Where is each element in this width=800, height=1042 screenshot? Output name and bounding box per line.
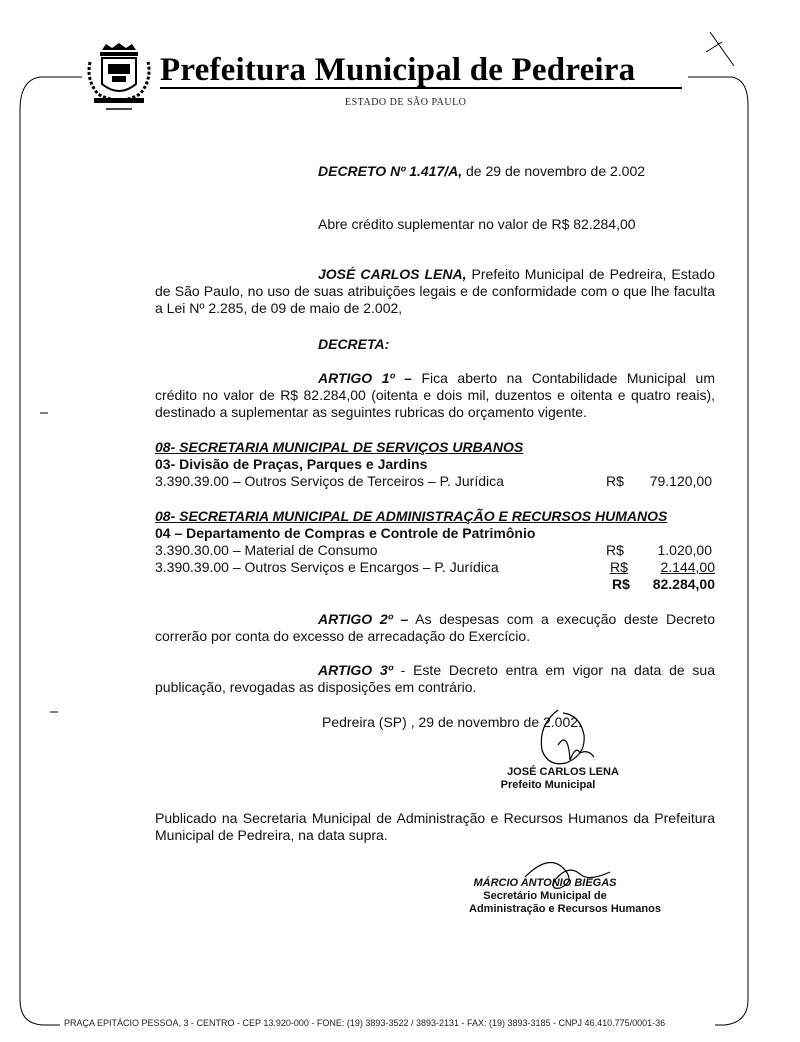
total-currency: R$ — [612, 576, 630, 592]
section-2-item-1-desc: 3.390.30.00 – Material de Consumo — [155, 542, 378, 558]
decree-date: de 29 de novembro de 2.002 — [462, 163, 646, 179]
section-2-title: 08- SECRETARIA MUNICIPAL DE ADMINISTRAÇÃO E RECURSOS HUMANOS — [155, 508, 668, 524]
section-1-item-value: 79.120,00 — [649, 473, 712, 489]
publication-note: Publicado na Secretaria Municipal de Administração e Recursos Humanos da Prefeitura Municipal de Pedreira, na data supra. — [155, 810, 715, 843]
secretary-role-line-1: Secretário Municipal de — [483, 890, 607, 902]
article-1 — [155, 370, 715, 421]
section-1-title: 08- SECRETARIA MUNICIPAL DE SERVIÇOS URBANOS — [155, 439, 524, 455]
mayor-handwritten-signature — [528, 705, 608, 775]
article-2 — [155, 611, 715, 645]
secretary-role-line-2: Administração e Recursos Humanos — [469, 903, 661, 915]
decree-number: DECRETO Nº 1.417/A, — [318, 163, 463, 179]
article-1-label: ARTIGO 1º – — [318, 370, 412, 386]
letterhead-subtitle: ESTADO DE SÃO PAULO — [345, 97, 467, 108]
mayor-name: JOSÉ CARLOS LENA — [507, 766, 619, 778]
section-2-item-2-desc: 3.390.39.00 – Outros Serviços e Encargos – P. Jurídica — [155, 559, 499, 575]
article-2-text: As despesas com a execução deste Decreto correrão por conta do excesso de arrecadação do Exercício. — [155, 611, 715, 644]
intro-text: Prefeito Municipal de Pedreira, Estado de São Paulo, no uso de suas atribuições legais e de conformidade com o que lhe faculta a Lei Nº 2.285, de 09 de maio de 2.002, — [155, 266, 715, 316]
article-3-label: ARTIGO 3º — [318, 662, 393, 678]
decree-heading — [318, 163, 645, 180]
coat-of-arms-logo — [84, 40, 154, 115]
place-and-date: Pedreira (SP) , 29 de novembro de 2.002. — [322, 714, 582, 730]
mayor-role: Prefeito Municipal — [500, 779, 596, 791]
decreta-heading: DECRETA: — [318, 336, 390, 352]
footer-address: PRAÇA EPITÁCIO PESSOA, 3 - CENTRO - CEP 13.920-000 - FONE: (19) 3893-3522 / 3893-2131 - FAX: (19) 3893-3185 - CNPJ 46.410.775/0001-36 — [64, 1018, 666, 1028]
section-2-item-2-value: 2.144,00 — [660, 559, 715, 575]
total-value: 82.284,00 — [652, 576, 715, 592]
intro-paragraph — [155, 266, 715, 317]
article-1-text: Fica aberto na Contabilidade Municipal um crédito no valor de R$ 82.284,00 (oitenta e dois mil, duzentos e oitenta e quatro reais), destinado a suplementar as seguintes rubricas do orçamento vigente. — [155, 370, 716, 420]
section-1-item-desc: 3.390.39.00 – Outros Serviços de Terceiros – P. Jurídica — [155, 473, 504, 489]
secretary-name: MÁRCIO ANTONIO BIEGAS — [473, 877, 617, 889]
decree-summary: Abre crédito suplementar no valor de R$ 82.284,00 — [318, 216, 636, 232]
section-2-dept: 04 – Departamento de Compras e Controle de Patrimônio — [155, 525, 536, 541]
mayor-name-inline: JOSÉ CARLOS LENA, — [318, 266, 467, 282]
article-3 — [155, 662, 715, 696]
letterhead-title: Prefeitura Municipal de Pedreira — [160, 52, 636, 88]
section-1-item-currency: R$ — [606, 473, 624, 489]
section-2-item-1-value: 1.020,00 — [657, 542, 712, 558]
section-1-dept: 03- Divisão de Praças, Parques e Jardins — [155, 456, 428, 472]
corner-x-mark — [700, 30, 740, 70]
section-2-item-2-currency: R$ — [610, 559, 628, 575]
article-3-text: - Este Decreto entra em vigor na data de sua publicação, revogadas as disposições em contrário. — [155, 662, 715, 695]
section-2-item-1-currency: R$ — [606, 542, 624, 558]
article-2-label: ARTIGO 2º – — [318, 611, 409, 627]
